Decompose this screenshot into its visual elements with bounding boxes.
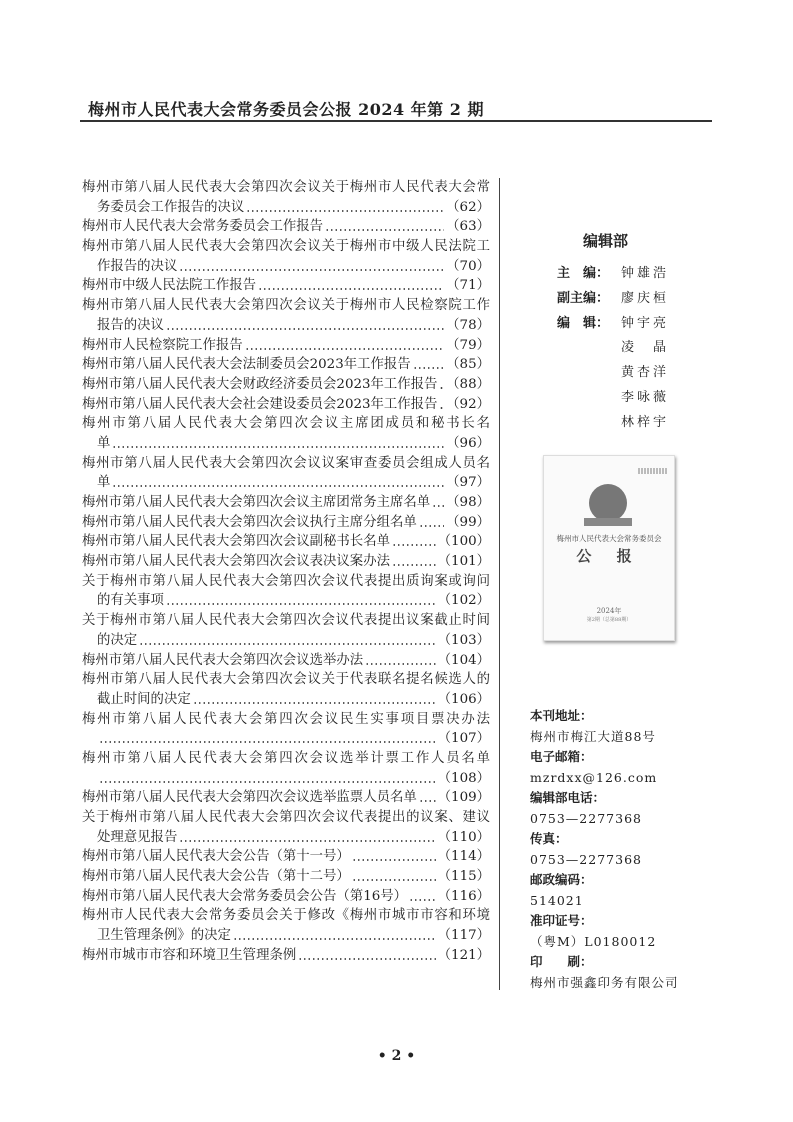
toc-page: （121） [437, 947, 490, 963]
toc-title: 务委员会工作报告的决议 [97, 199, 245, 215]
toc-page: （110） [437, 829, 490, 845]
toc-entry[interactable] [82, 336, 490, 356]
toc-line [82, 887, 490, 907]
staff-role [557, 336, 621, 361]
toc-line [82, 532, 490, 552]
dot-leader [246, 198, 444, 218]
toc-line [82, 867, 490, 887]
contact-label: 传真： [530, 831, 568, 846]
toc-entry[interactable] [82, 355, 490, 375]
toc-entry[interactable] [82, 808, 490, 847]
toc-title: 梅州市人民检察院工作报告 [82, 337, 243, 353]
cover-issue: 第2期（总第88期） [586, 617, 632, 623]
dot-leader [352, 867, 436, 887]
toc-title: 梅州市人民代表大会常务委员会工作报告 [82, 219, 324, 235]
staff-role [557, 386, 621, 411]
toc-entry[interactable] [82, 611, 490, 650]
toc-line [82, 769, 490, 789]
contact-label: 本刊地址： [530, 708, 593, 723]
dot-leader [365, 651, 435, 671]
toc-line [82, 946, 490, 966]
toc-line [82, 552, 490, 572]
toc-line [82, 631, 490, 651]
contact-label: 准印证号： [530, 913, 593, 928]
dot-leader [166, 591, 436, 611]
contact-label: 电子邮箱： [530, 749, 593, 764]
toc-page: （96） [446, 435, 490, 451]
editorial-title: 编辑部 [583, 232, 629, 250]
editorial-staff [557, 262, 669, 436]
toc-page: （79） [446, 337, 490, 353]
toc-line [82, 591, 490, 611]
toc-page: （104） [437, 652, 490, 668]
toc-line [82, 611, 490, 631]
toc-line [82, 395, 490, 415]
toc-title: 的有关事项 [97, 593, 164, 609]
toc-entry[interactable] [82, 946, 490, 966]
contact-value: 梅州市强鑫印务有限公司 [530, 974, 679, 990]
contact-label: 印 刷： [530, 954, 593, 969]
toc-page: （106） [437, 691, 490, 707]
toc-line [82, 572, 490, 592]
staff-row [557, 336, 669, 361]
toc-title: 关于梅州市第八届人民代表大会第四次会议代表提出议案截止时间 [82, 613, 490, 629]
contact-value: 0753—2277368 [530, 810, 642, 826]
toc-line [82, 414, 490, 434]
dot-leader [413, 355, 445, 375]
cover-top-text [638, 468, 668, 474]
toc-line [82, 434, 490, 454]
toc-entry[interactable] [82, 276, 490, 296]
staff-name: 林梓宇 [621, 414, 670, 430]
toc-entry[interactable] [82, 552, 490, 572]
toc-entry[interactable] [82, 867, 490, 887]
toc-page: （88） [446, 376, 490, 392]
toc-title: 梅州市第八届人民代表大会第四次会议关于梅州市中级人民法院工 [82, 239, 490, 255]
toc-title: 梅州市第八届人民代表大会第四次会议副秘书长名单 [82, 534, 390, 550]
toc-entry[interactable] [82, 532, 490, 552]
staff-role [557, 361, 621, 386]
toc-title: 单 [97, 435, 111, 451]
staff-name: 李咏薇 [621, 389, 670, 405]
toc-line [82, 710, 490, 730]
toc-title: 关于梅州市第八届人民代表大会第四次会议代表提出质询案或询问 [82, 573, 490, 589]
contact-value: 梅州市梅江大道88号 [530, 728, 656, 744]
toc-line [82, 178, 490, 198]
header-rule [80, 120, 712, 122]
toc-title: 梅州市第八届人民代表大会第四次会议议案审查委员会组成人员名 [82, 455, 490, 471]
contact-label: 编辑部电话： [530, 790, 606, 805]
toc-entry[interactable] [82, 887, 490, 907]
toc-line [82, 296, 490, 316]
toc-title: 梅州市第八届人民代表大会第四次会议选举计票工作人员名单 [82, 750, 490, 766]
toc-page: （108） [437, 770, 490, 786]
cover-org: 梅州市人民代表大会常务委员会 [556, 534, 662, 543]
toc-entry[interactable] [82, 375, 490, 395]
staff-name: 钟雄浩 [621, 266, 670, 281]
toc-page: （116） [437, 888, 490, 904]
toc-line [82, 651, 490, 671]
toc-entry[interactable] [82, 237, 490, 276]
contact-value: （粤M）L0180012 [530, 933, 657, 949]
toc-title: 报告的决议 [97, 317, 164, 333]
toc-page: （109） [437, 790, 490, 806]
toc-title: 梅州市第八届人民代表大会第四次会议关于梅州市人民检察院工作 [82, 298, 490, 314]
toc-line [82, 828, 490, 848]
toc-title: 梅州市第八届人民代表大会公告（第十一号） [82, 849, 350, 865]
staff-role: 副主编： [557, 290, 610, 306]
toc-title: 卫生管理条例》的决定 [97, 928, 231, 944]
dot-leader [258, 276, 444, 296]
toc-page: （85） [446, 357, 490, 373]
toc-title: 梅州市第八届人民代表大会第四次会议执行主席分组名单 [82, 514, 417, 530]
toc-entry[interactable] [82, 788, 490, 808]
staff-row [557, 287, 669, 312]
toc-title: 处理意见报告 [97, 829, 178, 845]
toc-title: 梅州市第八届人民代表大会第四次会议民生实事项目票决办法 [82, 711, 490, 727]
dot-leader [352, 847, 436, 867]
dot-leader [325, 217, 444, 237]
dot-leader [409, 887, 436, 907]
toc-title: 的决定 [97, 632, 138, 648]
dot-leader [166, 316, 444, 336]
dot-leader [432, 493, 444, 513]
staff-name: 凌 晶 [621, 340, 670, 356]
toc-entry[interactable] [82, 217, 490, 237]
toc-title: 梅州市第八届人民代表大会第四次会议选举监票人员名单 [82, 790, 417, 806]
toc-page: （63） [446, 219, 490, 235]
toc-line [82, 473, 490, 493]
toc-entry[interactable] [82, 906, 490, 945]
running-header: 梅州市人民代表大会常务委员会公报 2024 年第 2 期 [88, 100, 484, 119]
dot-leader [112, 473, 444, 493]
toc-line [82, 316, 490, 336]
staff-name: 钟宇亮 [621, 315, 670, 331]
toc-entry[interactable] [82, 178, 490, 217]
staff-row [557, 361, 669, 386]
cover-year: 2024年 [596, 607, 622, 615]
page-number: • 2 • [377, 1048, 416, 1064]
toc-line [82, 670, 490, 690]
toc-entry[interactable] [82, 710, 490, 749]
toc-title: 梅州市第八届人民代表大会第四次会议选举办法 [82, 652, 364, 668]
dot-leader [439, 375, 444, 395]
toc-page: （117） [437, 928, 490, 944]
toc-title: 梅州市第八届人民代表大会公告（第十二号） [82, 869, 350, 885]
toc-page: （97） [446, 475, 490, 491]
toc-entry[interactable] [82, 454, 490, 493]
staff-name: 黄杏洋 [621, 365, 670, 381]
toc-line [82, 198, 490, 218]
dot-leader [392, 552, 436, 572]
toc-page: （71） [446, 278, 490, 294]
toc-title: 梅州市第八届人民代表大会法制委员会2023年工作报告 [82, 357, 411, 373]
contact-label: 邮政编码： [530, 872, 593, 887]
emblem-base [584, 518, 632, 526]
dot-leader [392, 532, 436, 552]
staff-row [557, 312, 669, 337]
contact-value: 0753—2277368 [530, 851, 642, 867]
dot-leader [233, 926, 436, 946]
toc-line [82, 355, 490, 375]
dot-leader [139, 631, 435, 651]
toc-page: （62） [446, 199, 490, 215]
toc-line [82, 690, 490, 710]
toc-title: 梅州市第八届人民代表大会第四次会议关于梅州市人民代表大会常 [82, 180, 490, 195]
toc-page: （115） [437, 869, 490, 885]
toc-title: 梅州市第八届人民代表大会第四次会议主席团常务主席名单 [82, 495, 431, 510]
toc-entry[interactable] [82, 847, 490, 867]
staff-role: 主 编： [557, 266, 610, 281]
toc-title: 梅州市中级人民法院工作报告 [82, 278, 257, 294]
toc-line [82, 926, 490, 946]
toc-title: 梅州市第八届人民代表大会第四次会议主席团成员和秘书长名 [82, 416, 490, 432]
toc-entry[interactable] [82, 513, 490, 533]
toc-page: （107） [437, 731, 490, 747]
toc-title: 截止时间的决定 [97, 691, 191, 707]
toc-line [82, 749, 490, 769]
toc-title: 梅州市第八届人民代表大会财政经济委员会2023年工作报告 [82, 376, 438, 392]
toc-page: （103） [437, 632, 490, 648]
toc-line [82, 336, 490, 356]
staff-row [557, 262, 669, 287]
staff-row [557, 386, 669, 411]
toc-title: 单 [97, 475, 111, 491]
dot-leader [193, 690, 436, 710]
cover-name: 公 报 [576, 547, 642, 565]
toc-line [82, 906, 490, 926]
staff-role [557, 411, 621, 436]
toc-page: （114） [437, 849, 490, 865]
toc-title: 梅州市第八届人民代表大会第四次会议关于代表联名提名候选人的 [82, 672, 490, 688]
toc-title: 关于梅州市第八届人民代表大会第四次会议代表提出的议案、建议 [82, 810, 490, 825]
toc-page: （92） [446, 396, 490, 412]
toc-line [82, 808, 490, 828]
cover-thumbnail [543, 455, 675, 641]
toc-title: 梅州市城市市容和环境卫生管理条例 [82, 947, 297, 963]
toc-line [82, 217, 490, 237]
dot-leader [298, 946, 435, 966]
toc-title: 梅州市人民代表大会常务委员会关于修改《梅州市城市市容和环境 [82, 908, 490, 924]
staff-name: 廖庆桓 [621, 290, 670, 306]
toc-title: 梅州市第八届人民代表大会社会建设委员会2023年工作报告 [82, 396, 438, 412]
contact-value: 514021 [530, 892, 584, 908]
toc-line [82, 513, 490, 533]
toc-title: 梅州市第八届人民代表大会常务委员会公告（第16号） [82, 888, 408, 904]
toc-entry[interactable] [82, 296, 490, 335]
dot-leader [245, 336, 444, 356]
toc-page: （101） [437, 554, 490, 570]
toc-title: 梅州市第八届人民代表大会第四次会议表决议案办法 [82, 554, 390, 570]
dot-leader [439, 395, 444, 415]
toc-line [82, 375, 490, 395]
toc-entry[interactable] [82, 749, 490, 788]
toc-line [82, 454, 490, 474]
table-of-contents [82, 178, 490, 966]
toc-line [82, 276, 490, 296]
toc-line [82, 729, 490, 749]
contact-info [530, 706, 679, 993]
toc-entry[interactable] [82, 395, 490, 415]
dot-leader [419, 788, 436, 808]
national-emblem-icon [589, 484, 627, 522]
toc-page: （99） [446, 514, 490, 530]
toc-page: （70） [446, 258, 490, 274]
column-divider [499, 178, 500, 990]
staff-role: 编 辑： [557, 315, 610, 331]
toc-line [82, 847, 490, 867]
contact-value: mzrdxx@126.com [530, 769, 658, 785]
dot-leader [99, 729, 436, 749]
toc-entry[interactable] [82, 493, 490, 513]
toc-entry[interactable] [82, 572, 490, 611]
dot-leader [112, 434, 444, 454]
toc-line [82, 493, 490, 513]
dot-leader [179, 257, 444, 277]
toc-page: （102） [437, 593, 490, 609]
toc-page: （100） [437, 534, 490, 550]
toc-title: 作报告的决议 [97, 258, 178, 274]
toc-entry[interactable] [82, 670, 490, 709]
toc-line [82, 237, 490, 257]
toc-page: （78） [446, 317, 490, 333]
toc-line [82, 257, 490, 277]
toc-line [82, 788, 490, 808]
toc-page: （98） [446, 495, 490, 510]
staff-row [557, 411, 669, 436]
dot-leader [99, 769, 436, 789]
toc-entry[interactable] [82, 651, 490, 671]
dot-leader [419, 513, 444, 533]
toc-entry[interactable] [82, 414, 490, 453]
dot-leader [179, 828, 435, 848]
